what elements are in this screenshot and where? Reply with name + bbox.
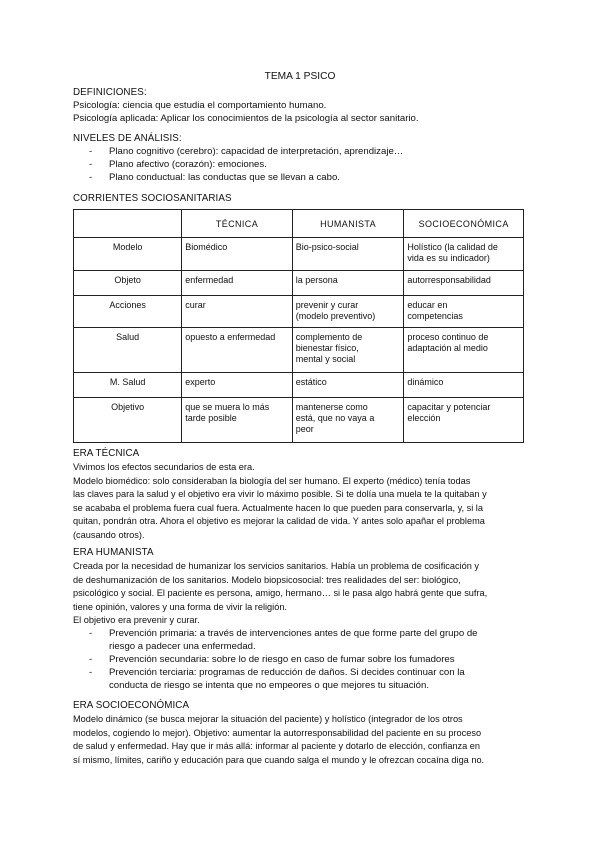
table-header-cell: SOCIOECONÓMICA [404, 210, 524, 238]
table-cell [292, 398, 404, 443]
table-cell [292, 373, 404, 398]
cell-line: complemento de [295, 332, 363, 342]
paragraph-line: sí mismo, límites, cariño y educación para que cuando salga el mundo y le ofrezcan cocaína diga no. [73, 754, 485, 765]
paragraph-line: Vivimos los efectos secundarios de esta era. [73, 462, 255, 472]
paragraph-line: (causando otros). [73, 529, 145, 540]
table-cell [182, 296, 293, 328]
cell-line: Holístico (la calidad de [407, 242, 498, 252]
corrientes-heading: CORRIENTES SOCIOSANITARIAS [73, 193, 232, 204]
paragraph-line: Modelo dinámico (se busca mejorar la situación del paciente) y holístico (integrador de los otros [73, 714, 463, 724]
cell-line: competencias [407, 311, 463, 321]
table-row [74, 328, 524, 373]
table-row [74, 398, 524, 443]
row-label: Modelo [74, 238, 182, 271]
definiciones-heading: DEFINICIONES: [73, 87, 147, 98]
cell-line: elección [407, 413, 441, 423]
cell-line: (modelo preventivo) [295, 311, 376, 321]
niveles-item-text: Plano afectivo (corazón): emociones. [109, 159, 267, 170]
era-humanista-heading: ERA HUMANISTA [73, 547, 154, 558]
page-title: TEMA 1 PSICO [264, 71, 336, 82]
table-cell [404, 398, 524, 443]
cell-line: Biomédico [185, 242, 228, 252]
table-row [74, 238, 524, 271]
prevencion-continuation: riesgo a padecer una enfermedad. [109, 641, 256, 652]
cell-line: la persona [295, 275, 338, 285]
cell-line: capacitar y potenciar [407, 402, 491, 412]
table-cell [292, 271, 404, 296]
bullet-marker: - [89, 628, 93, 639]
table-cell [182, 238, 293, 271]
paragraph-line: El objetivo era prevenir y curar. [73, 615, 200, 626]
table-cell [404, 328, 524, 373]
prevencion-item [89, 654, 455, 666]
bullet-marker: - [89, 159, 93, 170]
table-cell [404, 296, 524, 328]
prevencion-item [89, 628, 478, 640]
table-cell [404, 373, 524, 398]
prevencion-text: Prevención terciaria: programas de reducción de daños. Si decides continuar con la [109, 667, 465, 678]
niveles-item [89, 146, 403, 158]
cell-line: está, que no vaya a [295, 413, 375, 423]
cell-line: prevenir y curar [295, 300, 359, 310]
row-label: Objetivo [74, 398, 182, 443]
cell-line: mental y social [295, 354, 356, 364]
bullet-marker: - [89, 654, 93, 665]
paragraph-line: de salud y enfermedad. Hay que ir más allá: informar al paciente y dotarlo de elección, confianza en [73, 741, 481, 752]
table-cell [292, 238, 404, 271]
row-label: Salud [74, 328, 182, 373]
row-label: Objeto [74, 271, 182, 296]
row-label: Acciones [74, 296, 182, 328]
table-header-cell [74, 210, 182, 238]
cell-line: proceso continuo de [407, 332, 489, 342]
cell-line: peor [295, 424, 314, 434]
table-row [74, 296, 524, 328]
table-cell [292, 296, 404, 328]
table-cell [182, 271, 293, 296]
table-header-row [74, 210, 524, 238]
table-cell [404, 238, 524, 271]
table-row [74, 373, 524, 398]
definicion-line: Psicología: ciencia que estudia el comportamiento humano. [73, 100, 327, 111]
table-cell [182, 373, 293, 398]
cell-line: experto [185, 377, 216, 387]
niveles-heading: NIVELES DE ANÁLISIS: [73, 133, 182, 144]
cell-line: vida es su indicador) [407, 253, 490, 263]
prevencion-continuation: conducta de riesgo se intenta que no empeores o que mejores tu situación. [109, 680, 429, 691]
era-humanista-text [73, 560, 528, 628]
era-tecnica-text [73, 461, 528, 543]
cell-line: opuesto a enfermedad [185, 332, 276, 342]
cell-line: bienestar físico, [295, 343, 359, 353]
prevencion-text: Prevención primaria: a través de intervenciones antes de que forme parte del grupo de [109, 628, 478, 639]
era-socio-text [73, 713, 528, 767]
cell-line: adaptación al medio [407, 343, 488, 353]
bullet-marker: - [89, 146, 93, 157]
cell-line: estático [295, 377, 327, 387]
cell-line: que se muera lo más [185, 402, 270, 412]
table-cell [182, 328, 293, 373]
paragraph-line: psicológico y social. El paciente es persona, amigo, hermano… si le pasa algo habrá gente que sufra, [73, 588, 488, 599]
paragraph-line: tiene opinión, valores y una forma de vivir la religión. [73, 601, 287, 612]
row-label: M. Salud [74, 373, 182, 398]
corrientes-table [73, 209, 524, 443]
cell-line: dinámico [407, 377, 444, 387]
prevencion-text: Prevención secundaria: sobre lo de riesgo en caso de fumar sobre los fumadores [109, 654, 455, 665]
table-cell [182, 398, 293, 443]
era-tecnica-heading: ERA TÉCNICA [73, 448, 140, 459]
paragraph-line: se acababa el problema fuera cual fuera. Actualmente hacen lo que pueden para conservarla, y, si la [73, 502, 483, 513]
prevencion-item [89, 667, 465, 679]
table-header-cell: TÉCNICA [182, 210, 293, 238]
era-socio-heading: ERA SOCIOECONÓMICA [73, 700, 190, 711]
paragraph-line: las claves para la salud y el objetivo era vivir lo máximo posible. Si te dolía una muela te la quitaban y [73, 489, 487, 500]
table-cell [404, 271, 524, 296]
cell-line: educar en [407, 300, 448, 310]
paragraph-line: modelos, cogiendo lo mejor). Objetivo: aumentar la autorresponsabilidad del paciente en su proceso [73, 727, 482, 738]
cell-line: tarde posible [185, 413, 237, 423]
paragraph-line: Modelo biomédico: solo consideraban la biología del ser humano. El experto (médico) tenía todas [73, 475, 471, 486]
paragraph-line: Creada por la necesidad de humanizar los servicios sanitarios. Había un problema de cosificación y [73, 561, 479, 571]
niveles-item [89, 159, 267, 171]
cell-line: mantenerse como [295, 402, 368, 412]
definicion-line: Psicología aplicada: Aplicar los conocimientos de la psicología al sector sanitario. [73, 113, 419, 124]
cell-line: autorresponsabilidad [407, 275, 491, 285]
paragraph-line: quitan, pondrán otra. Ahora el objetivo es mejorar la calidad de vida. Y antes solo apañar el problema [73, 516, 485, 527]
niveles-item [89, 172, 340, 184]
table-header-cell: HUMANISTA [292, 210, 404, 238]
cell-line: Bio-psico-social [295, 242, 359, 252]
table-cell [292, 328, 404, 373]
bullet-marker: - [89, 172, 93, 183]
bullet-marker: - [89, 667, 93, 678]
niveles-item-text: Plano cognitivo (cerebro): capacidad de interpretación, aprendizaje… [109, 146, 404, 157]
paragraph-line: de deshumanización de los sanitarios. Modelo biopsicosocial: tres realidades del ser: biológico, [73, 574, 461, 585]
cell-line: curar [185, 300, 206, 310]
niveles-item-text: Plano conductual: las conductas que se llevan a cabo. [109, 172, 340, 183]
table-row [74, 271, 524, 296]
cell-line: enfermedad [185, 275, 234, 285]
